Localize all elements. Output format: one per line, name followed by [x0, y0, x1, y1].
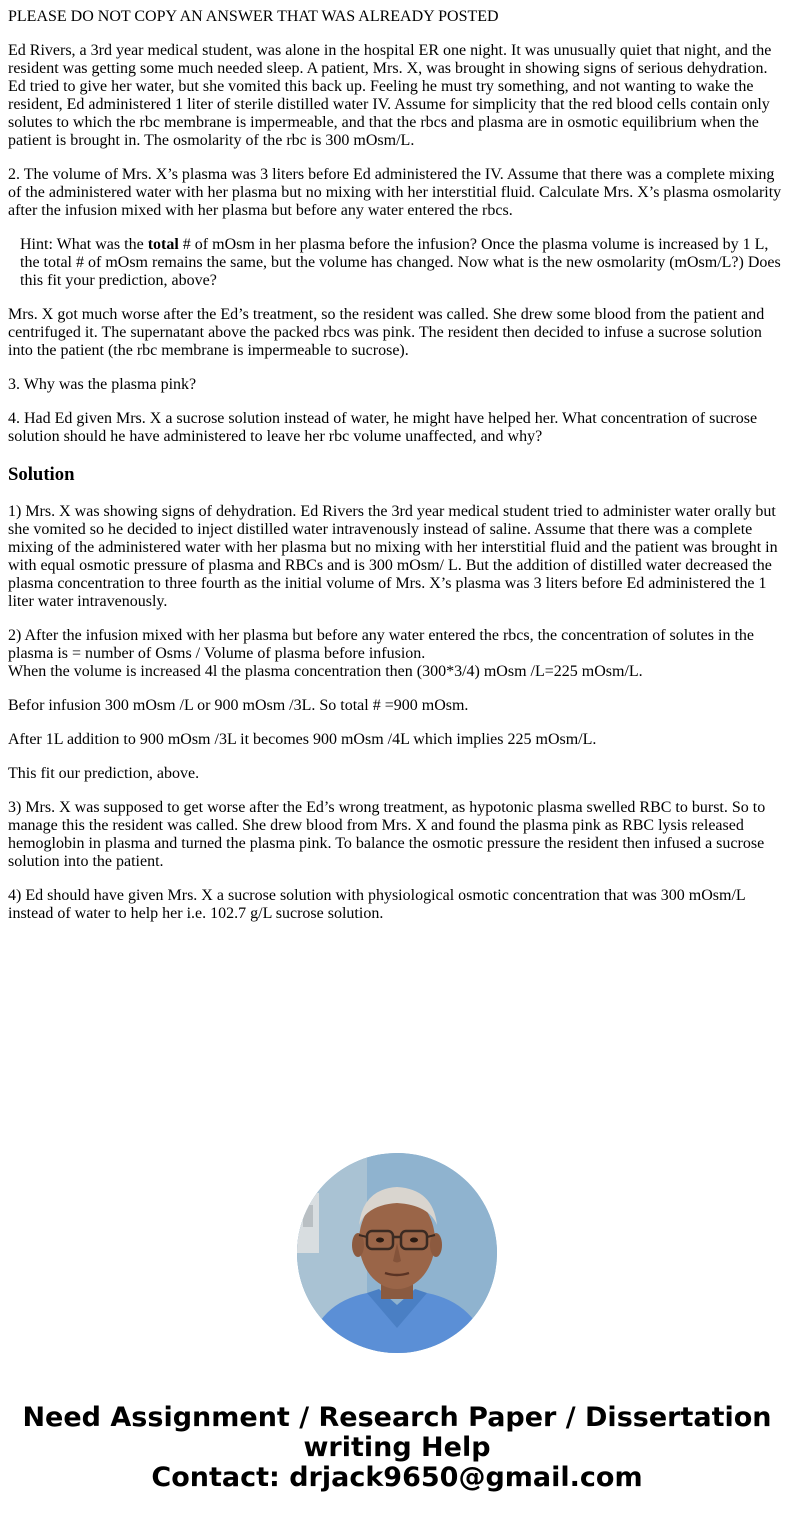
answer-4: 4) Ed should have given Mrs. X a sucrose solution with physiological osmotic concentration that was 300 mOsm/L instead of water to help her i.e. 102.7 g/L sucrose solution. [8, 887, 746, 922]
hint-text-after: # of mOsm in her plasma before the infusion? Once the plasma volume is increased by 1 L, the total # of mOsm remains the same, but the volume has changed. Now what is the new osmolarity (mOsm/L?) Does this fit your prediction, above? [20, 236, 781, 289]
hint-bold-word: total [147, 236, 179, 253]
before-infusion-text: Befor infusion 300 mOsm /L or 900 mOsm /3L. So total # =900 mOsm. [8, 697, 469, 714]
promo-banner [0, 1403, 794, 1493]
answer-2-line-1: 2) After the infusion mixed with her plasma but before any water entered the rbcs, the concentration of solutes in the plasma is = number of Osms / Volume of plasma before infusion. [8, 627, 754, 662]
question-3: 3. Why was the plasma pink? [8, 376, 197, 393]
answer-1: 1) Mrs. X was showing signs of dehydration. Ed Rivers the 3rd year medical student tried to administer water orally but she vomited so he decided to inject distilled water intravenously instead of saline. Assume that there was a complete mixing of the administered water with her plasma but no mixing with her interstitial fluid and the patient was brought in with equal osmotic pressure of plasma and RBCs and is 300 mOsm/ L. But the addition of distilled water decreased the plasma concentration to three fourth as the initial volume of Mrs. X’s plasma was 3 liters before Ed administered the 1 liter water intravenously. [8, 503, 778, 610]
promo-contact: Contact: drjack9650@gmail.com [151, 1462, 643, 1493]
fit-prediction-text: This fit our prediction, above. [8, 765, 200, 782]
notice-text: PLEASE DO NOT COPY AN ANSWER THAT WAS ALREADY POSTED [8, 8, 499, 25]
answer-3: 3) Mrs. X was supposed to get worse after the Ed’s wrong treatment, as hypotonic plasma swelled RBC to burst. So to manage this the resident was called. She drew blood from Mrs. X and found the plasma pink as RBC lysis released hemoglobin in plasma and turned the plasma pink. To balance the osmotic pressure the resident then infused a sucrose solution into the patient. [8, 799, 766, 870]
question-4: 4. Had Ed given Mrs. X a sucrose solution instead of water, he might have helped her. What concentration of sucrose solution should he have administered to leave her rbc volume unaffected, and why? [8, 410, 758, 445]
answer-2-line-2: When the volume is increased 4l the plasma concentration then (300*3/4) mOsm /L=225 mOsm/L. [8, 663, 643, 680]
promo-line-1: Need Assignment / Research Paper / Dissertation [22, 1402, 772, 1433]
solution-heading: Solution [8, 464, 75, 485]
promo-line-2: writing Help [303, 1432, 491, 1463]
author-avatar [297, 1153, 497, 1353]
hint-text-before: Hint: What was the [20, 236, 148, 253]
after-addition-text: After 1L addition to 900 mOsm /3L it becomes 900 mOsm /4L which implies 225 mOsm/L. [8, 731, 597, 748]
hint-paragraph [8, 236, 786, 290]
followup-paragraph: Mrs. X got much worse after the Ed’s treatment, so the resident was called. She drew some blood from the patient and centrifuged it. The supernatant above the packed rbcs was pink. The resident then decided to infuse a sucrose solution into the patient (the rbc membrane is impermeable to sucrose). [8, 306, 765, 359]
answer-2 [8, 627, 786, 681]
question-2: 2. The volume of Mrs. X’s plasma was 3 liters before Ed administered the IV. Assume that there was a complete mixing of the administered water with her plasma but no mixing with her interstitial fluid. Calculate Mrs. X’s plasma osmolarity after the infusion mixed with her plasma but before any water entered the rbcs. [8, 166, 782, 219]
problem-intro: Ed Rivers, a 3rd year medical student, was alone in the hospital ER one night. It was unusually quiet that night, and the resident was getting some much needed sleep. A patient, Mrs. X, was brought in showing signs of serious dehydration. Ed tried to give her water, but she vomited this back up. Feeling he must try something, and not wanting to wake the resident, Ed administered 1 liter of sterile distilled water IV. Assume for simplicity that the red blood cells contain only solutes to which the rbc membrane is impermeable, and that the rbcs and plasma are in osmotic equilibrium when the patient is brought in. The osmolarity of the rbc is 300 mOsm/L. [8, 42, 772, 149]
